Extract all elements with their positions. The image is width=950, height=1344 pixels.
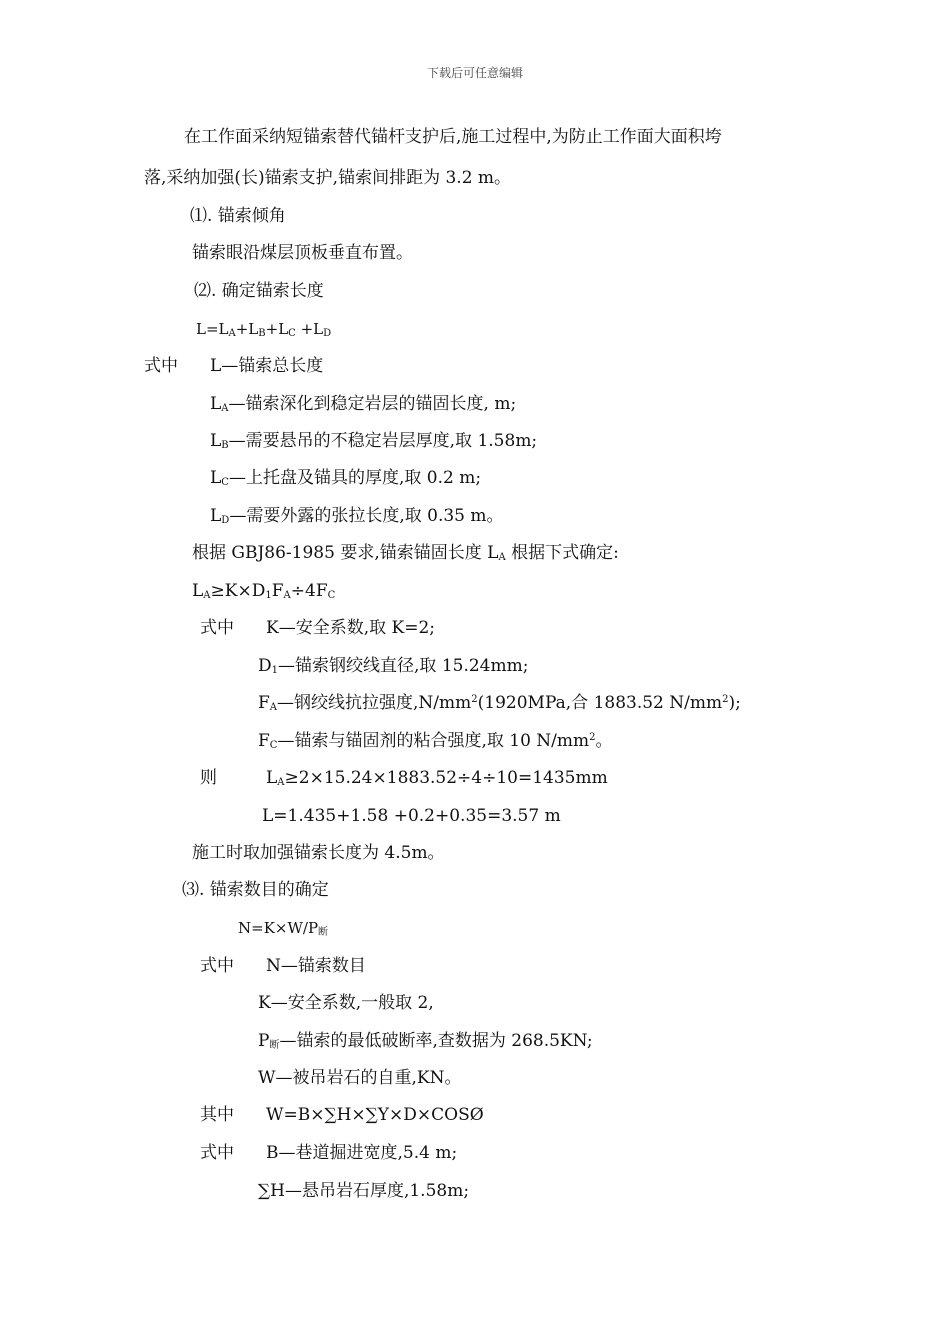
definition-line: K—安全系数,一般取 2, [258,993,434,1013]
paragraph-line: 落,采纳加强(长)锚索支护,锚索间排距为 3.2 m。 [144,168,512,188]
definition-line: W—被吊岩石的自重,KN。 [258,1068,462,1088]
definition-line: ∑H—悬吊岩石厚度,1.58m; [258,1181,470,1201]
paragraph-line: 锚索眼沿煤层顶板垂直布置。 [192,243,413,263]
then-label: 则 [200,768,217,788]
paragraph-line: 在工作面采纳短锚索替代锚杆支护后,施工过程中,为防止工作面大面积垮 [184,127,722,147]
where-label: 式中 [200,618,234,638]
definition-line: $L_A—$锚索深化到稳定岩层的锚固长度, m; [210,394,517,414]
definition-line: $F_C—$锚索与锚固剂的粘合强度,取 10 $N/mm^2$。 [258,731,613,751]
calculation-line: $L_A\ge 2\times 15.24\times 1883.52\div 4\div 10=1435mm$ [266,768,608,788]
formula-length: $L=L_A+L_B+L_C +L_D$ [196,320,332,339]
definition-line: B—巷道掘进宽度,5.4 m; [266,1143,458,1163]
formula-count: $N=K\times W/P_断$ [238,919,329,938]
where-label: 式中 [144,356,178,376]
definition-line: $L_C—$上托盘及锚具的厚度,取 0.2 m; [210,468,482,488]
section-heading: ⑴. 锚索倾角 [190,206,286,226]
definition-line: $P_断—$锚索的最低破断率,查数据为 268.5KN; [258,1031,593,1051]
formula-weight: W=B×∑H×∑Y×D×COSØ [266,1105,484,1125]
section-heading: ⑵. 确定锚索长度 [194,281,324,301]
paragraph-line: 根据 GBJ86-1985 要求,锚索锚固长度 $L_A$ 根据下式确定: [192,543,619,563]
where-label: 式中 [200,956,234,976]
among-label: 其中 [200,1105,234,1125]
formula-anchor-length: $L_A\ge K\times D_1F_A\div 4F_C$ [192,581,336,601]
definition-line: N—锚索数目 [266,956,366,976]
definition-line: L—锚索总长度 [210,356,324,376]
page-header: 下载后可任意编辑 [426,66,523,80]
definition-line: $F_A—$钢绞线抗拉强度$,N/mm^2(1920MPa$,合 1883.52 $N/mm^2$); [258,693,741,713]
definition-line: $D_1—$锚索钢绞线直径,取 15.24mm; [258,656,529,676]
where-label: 式中 [200,1143,234,1163]
paragraph-line: 施工时取加强锚索长度为 4.5m。 [192,843,445,863]
definition-line: $L_D—$需要外露的张拉长度,取 0.35 m。 [210,506,504,526]
section-heading: ⑶. 锚索数目的确定 [182,880,329,900]
definition-line: $L_B—$需要悬吊的不稳定岩层厚度,取 1.58m; [210,431,538,451]
definition-line: K—安全系数,取 K=2; [266,618,435,638]
calculation-line: L=1.435+1.58 +0.2+0.35=3.57 m [262,806,561,826]
